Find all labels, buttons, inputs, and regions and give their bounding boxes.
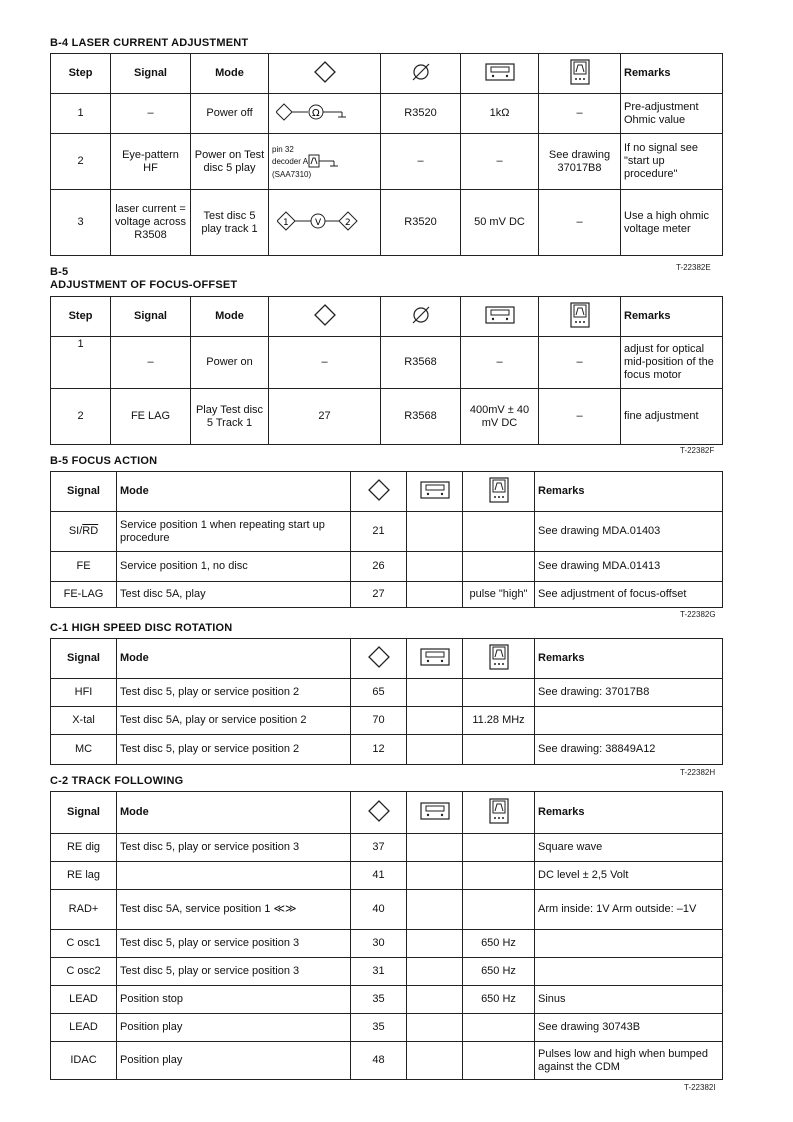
cell-pot: R3568: [381, 389, 461, 445]
col-mode: Mode: [191, 297, 269, 337]
cell-mode: Service position 1, no disc: [117, 552, 351, 582]
diamond-pad-icon: [368, 479, 390, 501]
cell-pad-diagram: [269, 134, 381, 190]
cell-signal: LEAD: [51, 1014, 117, 1042]
cell-pad: 31: [351, 958, 407, 986]
figure-ref: T-22382H: [680, 768, 716, 777]
cell-mode: Test disc 5, play or service position 3: [117, 930, 351, 958]
oscilloscope-icon: [570, 59, 590, 85]
cell-pad: 26: [351, 552, 407, 582]
cell-meter: [407, 707, 463, 735]
cell-scope: [463, 1014, 535, 1042]
cell-pad: 35: [351, 1014, 407, 1042]
multimeter-icon: [485, 306, 515, 324]
cell-scope: 650 Hz: [463, 986, 535, 1014]
section-heading: B-4 LASER CURRENT ADJUSTMENT: [50, 37, 249, 49]
cell-meter: [407, 512, 463, 552]
col-signal: Signal: [111, 54, 191, 94]
cell-mode: [117, 862, 351, 890]
cell-remarks: See adjustment of focus-offset: [535, 582, 723, 608]
col-meter: [407, 472, 463, 512]
cell-mode: Test disc 5 play track 1: [191, 190, 269, 256]
cell-mode: Test disc 5, play or service position 2: [117, 735, 351, 765]
cell-signal: –: [111, 337, 191, 389]
cell-signal: MC: [51, 735, 117, 765]
cell-remarks: See drawing: 38849A12: [535, 735, 723, 765]
cell-step: 2: [51, 389, 111, 445]
cell-remarks: See drawing MDA.01403: [535, 512, 723, 552]
col-remarks: Remarks: [621, 297, 723, 337]
svg-text:1: 1: [282, 217, 289, 228]
signal-si: SI/: [68, 525, 83, 537]
cell-remarks: Arm inside: 1V Arm outside: –1V: [535, 890, 723, 930]
cell-meter: [407, 958, 463, 986]
cell-pad: 65: [351, 679, 407, 707]
multimeter-icon: [420, 648, 450, 666]
cell-scope: –: [539, 337, 621, 389]
cell-scope: [463, 1042, 535, 1080]
col-mode: Mode: [191, 54, 269, 94]
cell-meter: [407, 862, 463, 890]
multimeter-icon: [420, 802, 450, 820]
oscilloscope-icon: [489, 798, 509, 824]
col-scope: [539, 54, 621, 94]
cell-pad: 30: [351, 930, 407, 958]
cell-step: 1: [51, 94, 111, 134]
cell-pad: 41: [351, 862, 407, 890]
oscilloscope-icon: [489, 477, 509, 503]
cell-scope: [463, 834, 535, 862]
pin-note-decoder: decoder A: [272, 157, 309, 166]
cell-scope: See drawing 37017B8: [539, 134, 621, 190]
cell-signal: RAD+: [51, 890, 117, 930]
cell-signal: IDAC: [51, 1042, 117, 1080]
col-meter: [461, 54, 539, 94]
cell-scope: pulse "high": [463, 582, 535, 608]
col-remarks: Remarks: [535, 792, 723, 834]
cell-mode: Test disc 5A, play or service position 2: [117, 707, 351, 735]
col-scope: [463, 472, 535, 512]
cell-remarks: adjust for optical mid-position of the focus motor: [621, 337, 723, 389]
col-signal: Signal: [111, 297, 191, 337]
cell-meter: –: [461, 134, 539, 190]
scope-probe-diagram: [308, 154, 344, 170]
multimeter-icon: [420, 481, 450, 499]
cell-remarks: [535, 930, 723, 958]
cell-pad: –: [269, 337, 381, 389]
cell-remarks: Pulses low and high when bumped against the CDM: [535, 1042, 723, 1080]
cell-mode: Play Test disc 5 Track 1: [191, 389, 269, 445]
cell-scope: 650 Hz: [463, 958, 535, 986]
cell-signal: Eye-pattern HF: [111, 134, 191, 190]
cell-signal: X-tal: [51, 707, 117, 735]
cell-pad: 35: [351, 986, 407, 1014]
cell-scope: [463, 862, 535, 890]
cell-remarks: See drawing: 37017B8: [535, 679, 723, 707]
cell-scope: –: [539, 94, 621, 134]
svg-text:2: 2: [344, 217, 351, 228]
col-meter: [407, 792, 463, 834]
figure-ref: T-22382I: [684, 1083, 716, 1092]
cell-meter: [407, 930, 463, 958]
cell-signal: [51, 512, 117, 552]
section-heading: B-5 FOCUS ACTION: [50, 455, 158, 467]
diamond-pad-icon: [368, 800, 390, 822]
cell-remarks: See drawing 30743B: [535, 1014, 723, 1042]
figure-ref: T-22382G: [680, 610, 716, 619]
potentiometer-icon: [410, 61, 432, 83]
cell-meter: 50 mV DC: [461, 190, 539, 256]
cell-pad: 48: [351, 1042, 407, 1080]
cell-scope: –: [539, 190, 621, 256]
section-heading: C-2 TRACK FOLLOWING: [50, 775, 184, 787]
cell-step: 1: [51, 337, 111, 389]
cell-step: 2: [51, 134, 111, 190]
cell-meter: [407, 1014, 463, 1042]
svg-text:V: V: [314, 217, 321, 228]
cell-signal: FE: [51, 552, 117, 582]
cell-meter: [407, 986, 463, 1014]
col-mode: Mode: [117, 639, 351, 679]
pin-note-chip: (SAA7310): [272, 169, 312, 179]
col-pad: [269, 297, 381, 337]
cell-signal: RE dig: [51, 834, 117, 862]
cell-mode: Test disc 5A, play: [117, 582, 351, 608]
oscilloscope-icon: [489, 644, 509, 670]
diamond-pad-icon: [368, 646, 390, 668]
cell-pot: –: [381, 134, 461, 190]
cell-scope: [463, 679, 535, 707]
col-scope: [539, 297, 621, 337]
cell-pad: 21: [351, 512, 407, 552]
disc-rotation-table: [50, 638, 723, 765]
cell-scope: –: [539, 389, 621, 445]
col-signal: Signal: [51, 639, 117, 679]
cell-pad-diagram: [269, 190, 381, 256]
cell-scope: [463, 890, 535, 930]
cell-meter: –: [461, 337, 539, 389]
cell-pot: R3520: [381, 190, 461, 256]
cell-remarks: DC level ± 2,5 Volt: [535, 862, 723, 890]
cell-pad-diagram: [269, 94, 381, 134]
cell-scope: [463, 512, 535, 552]
cell-signal: –: [111, 94, 191, 134]
cell-meter: 1kΩ: [461, 94, 539, 134]
cell-mode: Test disc 5, play or service position 3: [117, 834, 351, 862]
diamond-pad-icon: [314, 304, 336, 326]
cell-pot: R3568: [381, 337, 461, 389]
cell-mode: Test disc 5, play or service position 3: [117, 958, 351, 986]
cell-scope: 650 Hz: [463, 930, 535, 958]
col-pad: [269, 54, 381, 94]
col-remarks: Remarks: [535, 472, 723, 512]
cell-pad: 70: [351, 707, 407, 735]
figure-ref: T-22382E: [676, 263, 711, 272]
col-meter: [407, 639, 463, 679]
cell-meter: [407, 679, 463, 707]
diamond-pad-icon: [314, 61, 336, 83]
cell-signal: LEAD: [51, 986, 117, 1014]
cell-signal: laser current = voltage across R3508: [111, 190, 191, 256]
cell-mode: Position play: [117, 1042, 351, 1080]
cell-remarks: See drawing MDA.01413: [535, 552, 723, 582]
figure-ref: T-22382F: [680, 446, 715, 455]
col-pad: [351, 472, 407, 512]
cell-remarks: Square wave: [535, 834, 723, 862]
col-pot: [381, 297, 461, 337]
cell-mode: Power on Test disc 5 play: [191, 134, 269, 190]
section-heading: ADJUSTMENT OF FOCUS-OFFSET: [50, 279, 238, 291]
ohm-measurement-diagram: [276, 102, 374, 122]
cell-pot: R3520: [381, 94, 461, 134]
cell-signal: C osc2: [51, 958, 117, 986]
cell-remarks: fine adjustment: [621, 389, 723, 445]
cell-signal: C osc1: [51, 930, 117, 958]
col-mode: Mode: [117, 792, 351, 834]
focus-offset-table: [50, 296, 723, 445]
cell-meter: [407, 1042, 463, 1080]
cell-remarks: [535, 958, 723, 986]
pin-note: pin 32: [272, 144, 294, 154]
col-pad: [351, 792, 407, 834]
col-remarks: Remarks: [535, 639, 723, 679]
cell-mode: Position play: [117, 1014, 351, 1042]
cell-remarks: Use a high ohmic voltage meter: [621, 190, 723, 256]
cell-mode: Test disc 5, play or service position 2: [117, 679, 351, 707]
focus-action-table: [50, 471, 723, 608]
section-heading: C-1 HIGH SPEED DISC ROTATION: [50, 622, 233, 634]
cell-scope: [463, 735, 535, 765]
multimeter-icon: [485, 63, 515, 81]
col-meter: [461, 297, 539, 337]
cell-remarks: Sinus: [535, 986, 723, 1014]
col-scope: [463, 792, 535, 834]
oscilloscope-icon: [570, 302, 590, 328]
cell-remarks: If no signal see "start up procedure": [621, 134, 723, 190]
laser-current-table: [50, 53, 723, 256]
cell-meter: [407, 582, 463, 608]
cell-signal: HFI: [51, 679, 117, 707]
cell-step: 3: [51, 190, 111, 256]
cell-mode: Service position 1 when repeating start up procedure: [117, 512, 351, 552]
col-scope: [463, 639, 535, 679]
track-following-table: [50, 791, 723, 1080]
col-step: Step: [51, 54, 111, 94]
voltage-measurement-diagram: [277, 211, 373, 231]
signal-rd: $\overline{RD}$: [82, 525, 99, 537]
potentiometer-icon: [410, 304, 432, 326]
cell-meter: [407, 834, 463, 862]
cell-meter: [407, 552, 463, 582]
col-pad: [351, 639, 407, 679]
cell-pad: 40: [351, 890, 407, 930]
cell-meter: 400mV ± 40 mV DC: [461, 389, 539, 445]
cell-signal: RE lag: [51, 862, 117, 890]
cell-pad: 27: [269, 389, 381, 445]
section-number: B-5: [50, 266, 69, 278]
col-step: Step: [51, 297, 111, 337]
cell-remarks: [535, 707, 723, 735]
cell-remarks: Pre-adjustment Ohmic value: [621, 94, 723, 134]
col-remarks: Remarks: [621, 54, 723, 94]
cell-scope: [463, 552, 535, 582]
cell-mode: Power on: [191, 337, 269, 389]
cell-pad: 37: [351, 834, 407, 862]
col-mode: Mode: [117, 472, 351, 512]
svg-text:Ω: Ω: [311, 107, 320, 119]
cell-signal: FE-LAG: [51, 582, 117, 608]
cell-mode: Power off: [191, 94, 269, 134]
cell-meter: [407, 890, 463, 930]
col-signal: Signal: [51, 792, 117, 834]
cell-pad: 12: [351, 735, 407, 765]
col-signal: Signal: [51, 472, 117, 512]
cell-meter: [407, 735, 463, 765]
cell-scope: 11.28 MHz: [463, 707, 535, 735]
cell-mode: Position stop: [117, 986, 351, 1014]
cell-signal: FE LAG: [111, 389, 191, 445]
cell-pad: 27: [351, 582, 407, 608]
col-pot: [381, 54, 461, 94]
cell-mode: Test disc 5A, service position 1 ≪≫: [117, 890, 351, 930]
